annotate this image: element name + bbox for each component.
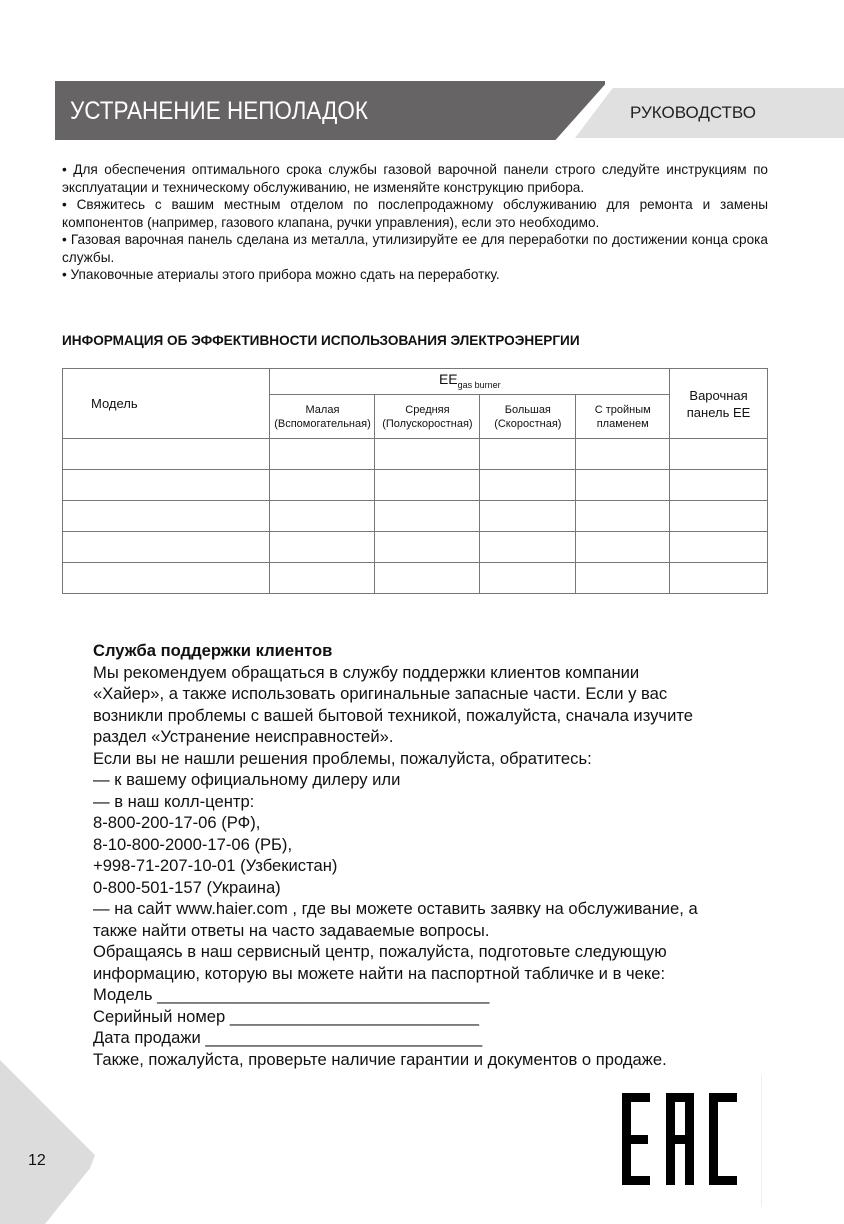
bullet: • Упаковочные атериалы этого прибора можно сдать на переработку. — [62, 267, 500, 282]
support-line: 8-800-200-17-06 (РФ), — [93, 813, 261, 832]
page-corner — [0, 1060, 100, 1224]
col-large: Большая (Скоростная) — [480, 395, 576, 439]
bullet: • Свяжитесь с вашим местным отделом по послепродажному обслуживанию для ремонта и замены компонентов (например, газового клапана, ручки управления), если это необходимо. — [62, 197, 768, 230]
support-line: 0-800-501-157 (Украина) — [93, 877, 281, 897]
support-line: Если вы не нашли решения проблемы, пожалуйста, обратитесь: — [93, 748, 592, 768]
eac-logo — [622, 1075, 762, 1207]
col-triple: С тройным пламенем — [576, 395, 670, 439]
support-line: Также, пожалуйста, проверьте наличие гарантии и документов о продаже. — [93, 1049, 667, 1069]
support-line: +998-71-207-10-01 (Узбекистан) — [93, 856, 338, 875]
efficiency-heading: ИНФОРМАЦИЯ ОБ ЭФФЕКТИВНОСТИ ИСПОЛЬЗОВАНИЯ ЭЛЕКТРОЭНЕРГИИ — [62, 333, 580, 348]
support-line: информацию, которую вы можете найти на паспортной табличке и в чеке: — [93, 963, 666, 983]
table-row — [63, 439, 768, 470]
support-line: также найти ответы на часто задаваемые вопросы. — [93, 920, 490, 940]
support-line: Дата продажи ______________________________ — [93, 1028, 483, 1047]
col-medium: Средняя (Полускоростная) — [375, 395, 480, 439]
support-line: Модель ____________________________________ — [93, 985, 490, 1004]
table-row — [63, 501, 768, 532]
table-row — [63, 532, 768, 563]
support-line: — к вашему официальному дилеру или — [93, 770, 401, 789]
support-line: раздел «Устранение неисправностей». — [93, 727, 394, 746]
support-line: 8-10-800-2000-17-06 (РБ), — [93, 834, 293, 854]
support-line: — на сайт www.haier.com , где вы можете оставить заявку на обслуживание, а — [93, 899, 698, 918]
col-group-ee: $EE_{gas burner}$ — [270, 369, 670, 395]
table-row — [63, 470, 768, 501]
col-panel-ee: Варочная панель EE — [670, 369, 768, 439]
intro-bullets — [62, 161, 768, 284]
support-line: Обращаясь в наш сервисный центр, пожалуйста, подготовьте следующую — [93, 942, 667, 961]
support-title: Служба поддержки клиентов — [93, 641, 333, 660]
support-line: возникли проблемы с вашей бытовой техникой, пожалуйста, сначала изучите — [93, 705, 693, 725]
support-line: «Хайер», а также использовать оригинальные запасные части. Если у вас — [93, 684, 668, 703]
bullet: • Газовая варочная панель сделана из металла, утилизируйте ее для переработки по достижении конца срока службы. — [62, 232, 768, 265]
support-line: Мы рекомендуем обращаться в службу поддержки клиентов компании — [93, 662, 640, 682]
customer-support — [93, 640, 773, 1070]
page-number: 12 — [28, 1152, 46, 1169]
page-title: УСТРАНЕНИЕ НЕПОЛАДОК — [70, 97, 369, 125]
section-label: РУКОВОДСТВО — [630, 103, 756, 122]
bullet: • Для обеспечения оптимального срока службы газовой варочной панели строго следуйте инструкциям по эксплуатации и техническому обслуживанию, не изменяйте конструкцию прибора. — [62, 162, 768, 195]
support-line: Серийный номер ___________________________ — [93, 1006, 479, 1026]
efficiency-table — [62, 368, 768, 594]
table-row — [63, 563, 768, 594]
support-line: — в наш колл-центр: — [93, 791, 255, 811]
col-model: Модель — [63, 369, 270, 439]
col-small: Малая (Вспомогательная) — [270, 395, 375, 439]
